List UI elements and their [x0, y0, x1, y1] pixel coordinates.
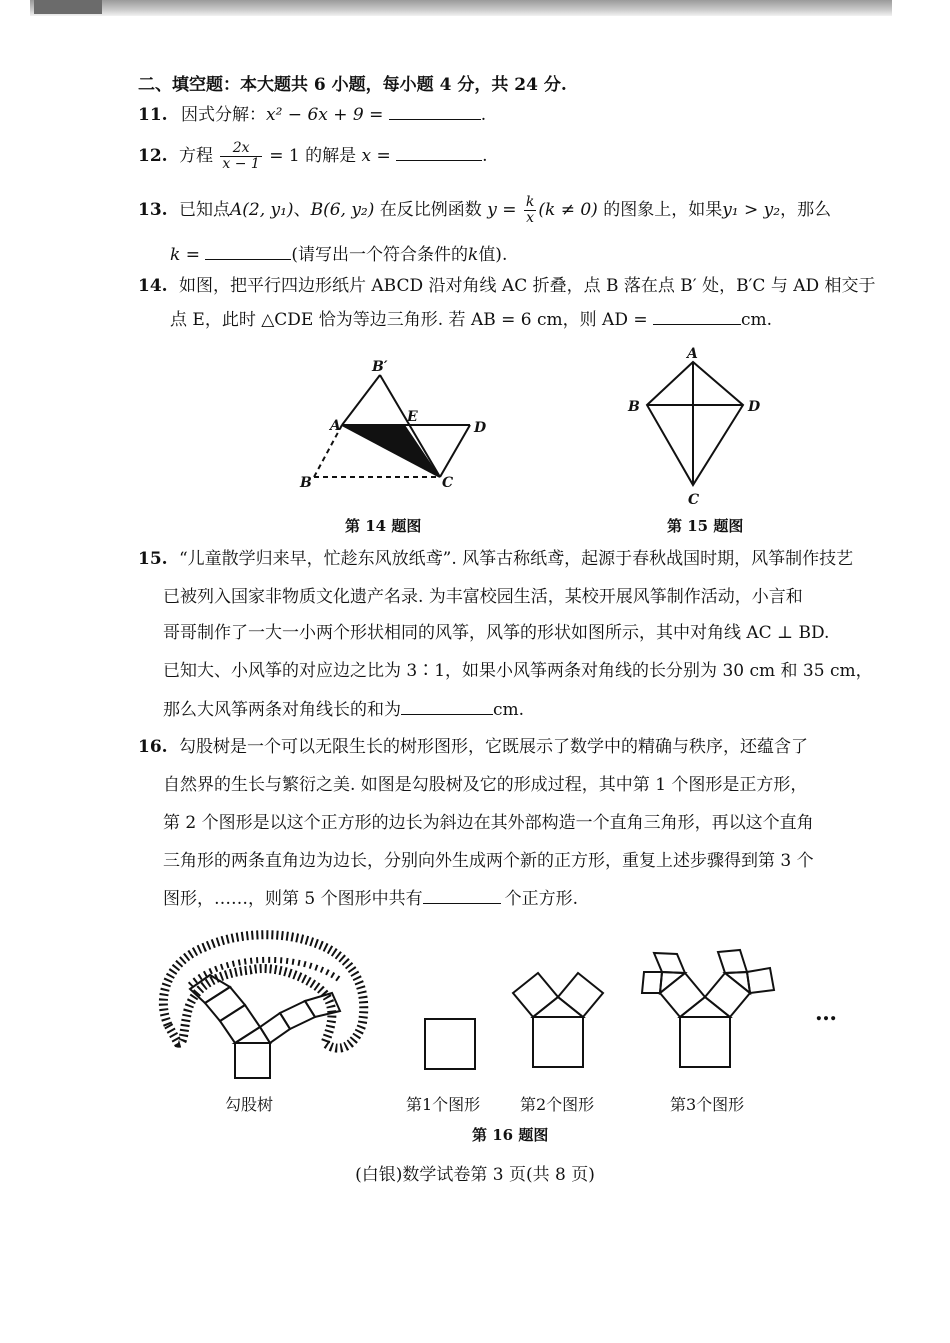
- fig3-lr-square: [654, 953, 685, 973]
- q15-line4: 已知大、小风筝的对应边之比为 3∶1，如果小风筝两条对角线的长分别为 30 cm 和 35 cm，: [163, 661, 873, 681]
- question-13-line2: [170, 244, 507, 266]
- fig16-figure-1: [420, 1015, 480, 1075]
- q16-line5-end: 个正方形.: [504, 889, 579, 909]
- fig3-base-square: [680, 1017, 730, 1067]
- fig14-label-e: E: [407, 409, 418, 425]
- q14-answer-blank[interactable]: [653, 310, 741, 325]
- fig16-ellipsis: …: [815, 1000, 837, 1026]
- question-12: [138, 140, 488, 172]
- q13-line2-end: 值).: [478, 245, 508, 265]
- q15-line5: 那么大风筝两条对角线长的和为: [163, 700, 401, 720]
- fig14-side-ab-prime: [342, 375, 380, 425]
- fig16-label-3: 第3个图形: [670, 1095, 745, 1114]
- q15-answer-blank[interactable]: [401, 700, 493, 715]
- question-16-line1: [138, 736, 808, 758]
- fig3-left-triangle: [660, 972, 685, 993]
- q11-expr: x² − 6x + 9 =: [265, 105, 384, 125]
- q15-line1: “儿童散学归来早，忙趁东风放纸鸢”. 风筝古称纸鸢，起源于春秋战国时期，风筝制作技艺: [178, 549, 854, 569]
- q16-line3: 第 2 个图形是以这个正方形的边长为斜边在其外部构造一个直角三角形，再以这个直角: [163, 813, 814, 833]
- pythagoras-tree-image: [150, 925, 390, 1085]
- figure-15: [620, 342, 780, 512]
- figure-14: [290, 355, 500, 495]
- fig14-label-b: B: [300, 475, 312, 491]
- fig3-ll-square: [642, 972, 662, 993]
- fig16-figure-3: [622, 940, 782, 1075]
- q13-func-lhs: y =: [487, 200, 517, 220]
- fig3-left-square: [660, 973, 705, 1017]
- fig3-right-square: [705, 973, 750, 1017]
- q13-ineq: y₁ > y₂: [722, 200, 781, 220]
- fig2-triangle: [533, 997, 583, 1017]
- scan-edge-mark: [34, 0, 102, 14]
- q14-line2: 点 E，此时 △CDE 恰为等边三角形. 若 AB = 6 cm，则 AD =: [170, 310, 648, 330]
- q12-text2: = 1 的解是: [269, 146, 357, 166]
- q12-frac-den: x − 1: [222, 156, 260, 172]
- tree-label: 勾股树: [225, 1095, 274, 1114]
- q16-line1: 勾股树是一个可以无限生长的树形图形，它既展示了数学中的精确与秩序，还蕴含了: [178, 737, 808, 757]
- fig14-caption: 第 14 题图: [345, 517, 422, 535]
- scan-edge-shadow: [30, 0, 892, 16]
- fig14-label-d: D: [474, 420, 487, 436]
- q13-k-var: k =: [170, 245, 200, 265]
- q11-number: 11.: [138, 105, 168, 125]
- fig2-left-square: [513, 973, 558, 1017]
- tree-right-square-2: [280, 1001, 315, 1029]
- q12-frac-num: 2x: [220, 141, 261, 157]
- fig14-label-a: A: [330, 418, 341, 434]
- q11-end: .: [480, 105, 487, 125]
- q13-frac-den: x: [526, 210, 535, 226]
- fig14-label-c: C: [442, 475, 454, 491]
- q12-answer-blank[interactable]: [396, 146, 482, 161]
- q13-line2-text: (请写出一个符合条件的: [291, 245, 468, 265]
- q12-end: .: [482, 146, 488, 166]
- q16-line5: 图形，……，则第 5 个图形中共有: [163, 889, 423, 909]
- question-16-line5: [163, 888, 578, 910]
- q13-text-a: 已知点: [178, 200, 230, 220]
- tree-left-square-2: [205, 987, 245, 1021]
- q12-text: 方程: [178, 146, 213, 166]
- q13-fraction: [524, 195, 536, 226]
- tree-left-square: [220, 1005, 260, 1043]
- fig15-label-a: A: [687, 346, 698, 362]
- q14-number: 14.: [138, 276, 168, 296]
- q13-point-b: B(6, y₂): [310, 200, 375, 220]
- question-14-line1: [138, 275, 876, 297]
- q13-sep: 、: [293, 200, 311, 220]
- fig16-figure-2: [508, 965, 608, 1075]
- q11-answer-blank[interactable]: [389, 105, 481, 120]
- fig3-rr-square: [747, 968, 774, 993]
- tree-trunk-square: [235, 1043, 270, 1078]
- q13-answer-blank[interactable]: [205, 245, 291, 260]
- page-footer: (白银)数学试卷第 3 页(共 8 页): [355, 1165, 595, 1185]
- fig15-caption: 第 15 题图: [667, 517, 744, 535]
- q16-line4: 三角形的两条直角边为边长，分别向外生成两个新的正方形，重复上述步骤得到第 3 个: [163, 851, 814, 871]
- q14-line1: 如图，把平行四边形纸片 ABCD 沿对角线 AC 折叠，点 B 落在点 B′ 处，B′C 与 AD 相交于: [178, 276, 876, 296]
- fig2-right-square: [558, 973, 603, 1017]
- q13-number: 13.: [138, 200, 168, 220]
- q11-text: 因式分解：: [180, 105, 266, 125]
- section-title: 二、填空题：本大题共 6 小题，每小题 4 分，共 24 分.: [138, 75, 567, 95]
- q13-text-b: 在反比例函数: [379, 200, 482, 220]
- fig15-label-c: C: [688, 492, 700, 508]
- q15-line2: 已被列入国家非物质文化遗产名录. 为丰富校园生活，某校开展风筝制作活动，小言和: [163, 587, 803, 607]
- q13-line2-k: k: [468, 245, 479, 265]
- q14-unit: cm.: [741, 310, 773, 330]
- q13-text-d: ，那么: [780, 200, 832, 220]
- fig2-base-square: [533, 1017, 583, 1067]
- fig15-label-d: D: [748, 399, 761, 415]
- q15-line3: 哥哥制作了一大一小两个形状相同的风筝，风筝的形状如图所示，其中对角线 AC ⊥ BD.: [163, 623, 830, 643]
- question-11: [138, 104, 486, 126]
- fig15-kite: [647, 362, 743, 485]
- question-15-line5: [163, 699, 524, 721]
- fig3-triangle: [680, 997, 730, 1017]
- q12-var: x =: [361, 146, 391, 166]
- question-15-line1: [138, 548, 853, 570]
- q16-line2: 自然界的生长与繁衍之美. 如图是勾股树及它的形成过程，其中第 1 个图形是正方形，: [163, 775, 808, 795]
- fig14-side-dc: [440, 425, 470, 477]
- q15-number: 15.: [138, 549, 168, 569]
- q13-point-a: A(2, y₁): [229, 200, 294, 220]
- q13-frac-num: k: [525, 194, 535, 210]
- q15-unit: cm.: [493, 700, 525, 720]
- fig16-label-2: 第2个图形: [520, 1095, 595, 1114]
- fig16-caption: 第 16 题图: [472, 1126, 549, 1144]
- fig3-rl-square: [718, 950, 747, 973]
- fig14-label-b-prime: B′: [372, 359, 388, 375]
- q12-fraction: [220, 141, 261, 172]
- q16-number: 16.: [138, 737, 168, 757]
- q12-number: 12.: [138, 146, 168, 166]
- fig3-right-triangle: [725, 972, 750, 993]
- q13-text-c: 的图象上，如果: [603, 200, 723, 220]
- q13-cond: (k ≠ 0): [538, 200, 598, 220]
- fig15-label-b: B: [628, 399, 640, 415]
- question-14-line2: [170, 309, 772, 331]
- tree-right-square: [260, 1013, 290, 1043]
- q16-answer-blank[interactable]: [423, 889, 501, 904]
- fig1-square: [425, 1019, 475, 1069]
- fig16-label-1: 第1个图形: [406, 1095, 481, 1114]
- question-13-line1: [138, 193, 831, 227]
